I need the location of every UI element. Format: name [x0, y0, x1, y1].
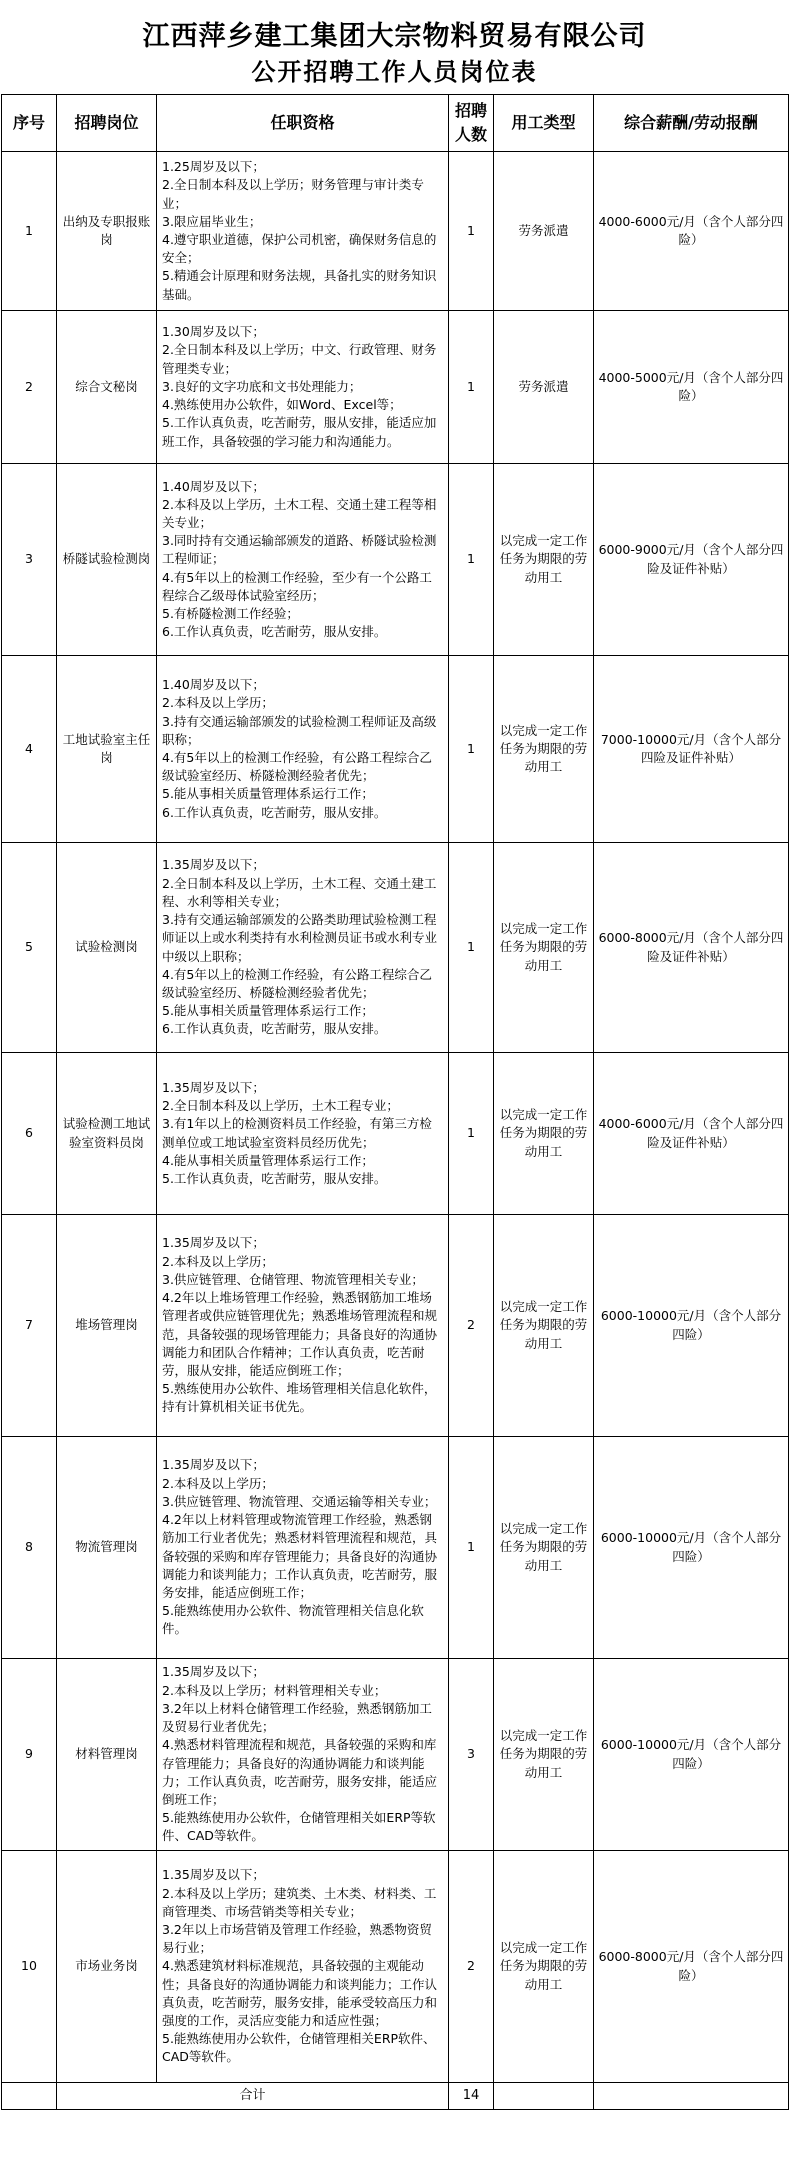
requirement-item: 4.熟练使用办公软件，如Word、Excel等； — [162, 397, 402, 413]
table-row — [2, 311, 789, 464]
row-requirements — [157, 656, 449, 843]
row-type: 以完成一定工作任务为期限的劳动用工 — [494, 1215, 594, 1437]
row-position: 材料管理岗 — [57, 1659, 157, 1851]
row-count: 2 — [449, 1851, 494, 2083]
row-requirements — [157, 843, 449, 1053]
row-requirements — [157, 1437, 449, 1659]
requirement-item: 1.40周岁及以下； — [162, 677, 265, 693]
header-count: 招聘人数 — [449, 95, 494, 152]
total-count: 14 — [449, 2083, 494, 2110]
requirement-item: 4.熟悉材料管理流程和规范，具备较强的采购和库存管理能力；具备良好的沟通协调能力和谈判能力；工作认真负责，吃苦耐劳，服务安排，能适应倒班工作； — [162, 1737, 438, 1807]
requirement-item: 6.工作认真负责，吃苦耐劳，服从安排。 — [162, 624, 387, 640]
row-requirements — [157, 1659, 449, 1851]
row-no: 3 — [2, 464, 57, 656]
row-position: 堆场管理岗 — [57, 1215, 157, 1437]
table-row — [2, 843, 789, 1053]
row-count: 1 — [449, 1053, 494, 1215]
row-count: 1 — [449, 152, 494, 311]
row-requirements — [157, 152, 449, 311]
row-type: 以完成一定工作任务为期限的劳动用工 — [494, 843, 594, 1053]
row-pay: 6000-10000元/月（含个人部分四险） — [594, 1659, 789, 1851]
row-type: 以完成一定工作任务为期限的劳动用工 — [494, 1851, 594, 2083]
row-no: 9 — [2, 1659, 57, 1851]
requirement-item: 1.35周岁及以下； — [162, 857, 265, 873]
requirement-item: 2.全日制本科及以上学历，土木工程专业； — [162, 1098, 399, 1114]
table-row — [2, 1053, 789, 1215]
header-type: 用工类型 — [494, 95, 594, 152]
requirement-item: 4.遵守职业道德，保护公司机密，确保财务信息的安全； — [162, 232, 437, 266]
row-position: 出纳及专职报账岗 — [57, 152, 157, 311]
row-type: 劳务派遣 — [494, 311, 594, 464]
table-row — [2, 152, 789, 311]
row-pay: 6000-8000元/月（含个人部分四险及证件补贴） — [594, 843, 789, 1053]
row-type: 以完成一定工作任务为期限的劳动用工 — [494, 1659, 594, 1851]
row-pay: 6000-9000元/月（含个人部分四险及证件补贴） — [594, 464, 789, 656]
requirement-item: 3.供应链管理、物流管理、交通运输等相关专业； — [162, 1493, 437, 1509]
document-title — [0, 0, 789, 92]
title-subtitle: 公开招聘工作人员岗位表 — [251, 57, 538, 86]
header-pay: 综合薪酬/劳动报酬 — [594, 95, 789, 152]
row-no: 6 — [2, 1053, 57, 1215]
requirement-item: 2.本科及以上学历；材料管理相关专业； — [162, 1682, 387, 1698]
total-type-empty — [494, 2083, 594, 2110]
row-pay: 4000-5000元/月（含个人部分四险） — [594, 311, 789, 464]
requirement-item: 3.持有交通运输部颁发的试验检测工程师证及高级职称； — [162, 713, 437, 747]
total-pay-empty — [594, 2083, 789, 2110]
requirement-item: 2.本科及以上学历； — [162, 1475, 274, 1491]
requirement-item: 6.工作认真负责，吃苦耐劳，服从安排。 — [162, 1021, 387, 1037]
row-count: 1 — [449, 464, 494, 656]
requirement-item: 2.本科及以上学历； — [162, 1253, 274, 1269]
row-no: 10 — [2, 1851, 57, 2083]
requirement-item: 3.良好的文字功底和文书处理能力； — [162, 378, 362, 394]
requirement-item: 5.能从事相关质量管理体系运行工作； — [162, 786, 374, 802]
row-requirements — [157, 464, 449, 656]
requirement-item: 2.本科及以上学历； — [162, 695, 274, 711]
requirement-item: 4.有5年以上的检测工作经验，有公路工程综合乙级试验室经历、桥隧检测经验者优先； — [162, 966, 432, 1000]
row-count: 2 — [449, 1215, 494, 1437]
requirement-item: 3.有1年以上的检测资料员工作经验，有第三方检测单位或工地试验室资料员经历优先； — [162, 1116, 432, 1150]
row-position: 工地试验室主任岗 — [57, 656, 157, 843]
row-pay: 6000-10000元/月（含个人部分四险） — [594, 1437, 789, 1659]
header-position: 招聘岗位 — [57, 95, 157, 152]
requirement-item: 5.精通会计原理和财务法规，具备扎实的财务知识基础。 — [162, 268, 437, 302]
row-type: 以完成一定工作任务为期限的劳动用工 — [494, 656, 594, 843]
row-no: 2 — [2, 311, 57, 464]
row-count: 3 — [449, 1659, 494, 1851]
header-requirements: 任职资格 — [157, 95, 449, 152]
requirement-item: 4.有5年以上的检测工作经验，至少有一个公路工程综合乙级母体试验室经历； — [162, 569, 432, 603]
requirement-item: 5.能熟练使用办公软件、物流管理相关信息化软件。 — [162, 1603, 424, 1637]
requirement-item: 4.2年以上材料管理或物流管理工作经验，熟悉钢筋加工行业者优先；熟悉材料管理流程和规范，具备较强的采购和库存管理能力；具备良好的沟通协调能力和谈判能力；工作认真负责，吃苦耐劳，服务安排，能适应倒班工作； — [162, 1512, 438, 1600]
requirement-item: 1.35周岁及以下； — [162, 1235, 265, 1251]
requirement-item: 5.能熟练使用办公软件，仓储管理相关ERP软件、CAD等软件。 — [162, 2031, 436, 2065]
requirement-item: 3.限应届毕业生； — [162, 213, 262, 229]
requirement-item: 4.熟悉建筑材料标准规范，具备较强的主观能动性；具备良好的沟通协调能力和谈判能力；工作认真负责，吃苦耐劳，服务安排，能承受较高压力和强度的工作，灵活应变能力和适应性强； — [162, 1958, 438, 2028]
table-row — [2, 1215, 789, 1437]
row-pay: 6000-10000元/月（含个人部分四险） — [594, 1215, 789, 1437]
requirement-item: 1.25周岁及以下； — [162, 159, 265, 175]
total-spacer — [2, 2083, 57, 2110]
row-requirements — [157, 311, 449, 464]
requirement-item: 2.全日制本科及以上学历，土木工程、交通土建工程、水利等相关专业； — [162, 875, 437, 909]
row-count: 1 — [449, 843, 494, 1053]
requirement-item: 3.供应链管理、仓储管理、物流管理相关专业； — [162, 1271, 424, 1287]
row-no: 1 — [2, 152, 57, 311]
row-requirements — [157, 1851, 449, 2083]
row-pay: 4000-6000元/月（含个人部分四险及证件补贴） — [594, 1053, 789, 1215]
requirement-item: 1.35周岁及以下； — [162, 1664, 265, 1680]
row-requirements — [157, 1053, 449, 1215]
row-position: 桥隧试验检测岗 — [57, 464, 157, 656]
row-count: 1 — [449, 311, 494, 464]
requirement-item: 2.本科及以上学历；建筑类、土木类、材料类、工商管理类、市场营销类等相关专业； — [162, 1885, 437, 1919]
row-count: 1 — [449, 656, 494, 843]
row-no: 8 — [2, 1437, 57, 1659]
title-company: 江西萍乡建工集团大宗物料贸易有限公司 — [142, 21, 647, 52]
requirement-item: 4.有5年以上的检测工作经验，有公路工程综合乙级试验室经历、桥隧检测经验者优先； — [162, 750, 432, 784]
table-header-row — [2, 95, 789, 152]
requirement-item: 2.本科及以上学历，土木工程、交通土建工程等相关专业； — [162, 496, 437, 530]
requirement-item: 5.工作认真负责，吃苦耐劳，服从安排，能适应加班工作，具备较强的学习能力和沟通能力。 — [162, 415, 437, 449]
requirement-item: 3.2年以上材料仓储管理工作经验，熟悉钢筋加工及贸易行业者优先； — [162, 1700, 432, 1735]
table-row — [2, 1437, 789, 1659]
row-pay: 4000-6000元/月（含个人部分四险） — [594, 152, 789, 311]
requirement-item: 1.30周岁及以下； — [162, 324, 265, 340]
row-position: 试验检测岗 — [57, 843, 157, 1053]
positions-table — [1, 94, 789, 2110]
requirement-item: 1.35周岁及以下； — [162, 1079, 265, 1095]
row-requirements — [157, 1215, 449, 1437]
row-no: 5 — [2, 843, 57, 1053]
header-no: 序号 — [2, 95, 57, 152]
requirement-item: 2.全日制本科及以上学历；财务管理与审计类专业； — [162, 177, 424, 211]
row-pay: 7000-10000元/月（含个人部分四险及证件补贴） — [594, 656, 789, 843]
row-type: 劳务派遣 — [494, 152, 594, 311]
requirement-item: 5.熟练使用办公软件、堆场管理相关信息化软件，持有计算机相关证书优先。 — [162, 1381, 437, 1415]
row-type: 以完成一定工作任务为期限的劳动用工 — [494, 1437, 594, 1659]
row-position: 综合文秘岗 — [57, 311, 157, 464]
requirement-item: 1.35周岁及以下； — [162, 1457, 265, 1473]
row-no: 7 — [2, 1215, 57, 1437]
row-position: 试验检测工地试验室资料员岗 — [57, 1053, 157, 1215]
table-row — [2, 1851, 789, 2083]
total-label: 合计 — [57, 2083, 449, 2110]
requirement-item: 1.35周岁及以下； — [162, 1867, 265, 1883]
row-count: 1 — [449, 1437, 494, 1659]
requirement-item: 2.全日制本科及以上学历；中文、行政管理、财务管理类专业； — [162, 342, 437, 376]
row-position: 物流管理岗 — [57, 1437, 157, 1659]
row-no: 4 — [2, 656, 57, 843]
requirement-item: 5.工作认真负责，吃苦耐劳，服从安排。 — [162, 1170, 387, 1186]
row-position: 市场业务岗 — [57, 1851, 157, 2083]
requirement-item: 5.能从事相关质量管理体系运行工作； — [162, 1003, 374, 1019]
requirement-item: 3.同时持有交通运输部颁发的道路、桥隧试验检测工程师证； — [162, 533, 437, 567]
row-type: 以完成一定工作任务为期限的劳动用工 — [494, 464, 594, 656]
table-body — [2, 152, 789, 2083]
requirement-item: 5.有桥隧检测工作经验； — [162, 606, 299, 621]
table-row — [2, 1659, 789, 1851]
row-type: 以完成一定工作任务为期限的劳动用工 — [494, 1053, 594, 1215]
total-row — [2, 2083, 789, 2110]
requirement-item: 4.能从事相关质量管理体系运行工作； — [162, 1152, 374, 1168]
requirement-item: 3.持有交通运输部颁发的公路类助理试验检测工程师证以上或水利类持有水利检测员证书或水利专业中级以上职称； — [162, 912, 438, 964]
table-row — [2, 464, 789, 656]
requirement-item: 1.40周岁及以下； — [162, 478, 265, 494]
table-row — [2, 656, 789, 843]
requirement-item: 3.2年以上市场营销及管理工作经验，熟悉物资贸易行业； — [162, 1921, 432, 1956]
requirement-item: 5.能熟练使用办公软件，仓储管理相关如ERP等软件、CAD等软件。 — [162, 1810, 436, 1844]
requirement-item: 6.工作认真负责，吃苦耐劳，服从安排。 — [162, 804, 387, 820]
requirement-item: 4.2年以上堆场管理工作经验，熟悉钢筋加工堆场管理者或供应链管理优先；熟悉堆场管理流程和规范，具备较强的现场管理能力；具备良好的沟通协调能力和团队合作精神；工作认真负责，吃苦耐劳，服从安排，能适应倒班工作； — [162, 1290, 438, 1378]
row-pay: 6000-8000元/月（含个人部分四险） — [594, 1851, 789, 2083]
